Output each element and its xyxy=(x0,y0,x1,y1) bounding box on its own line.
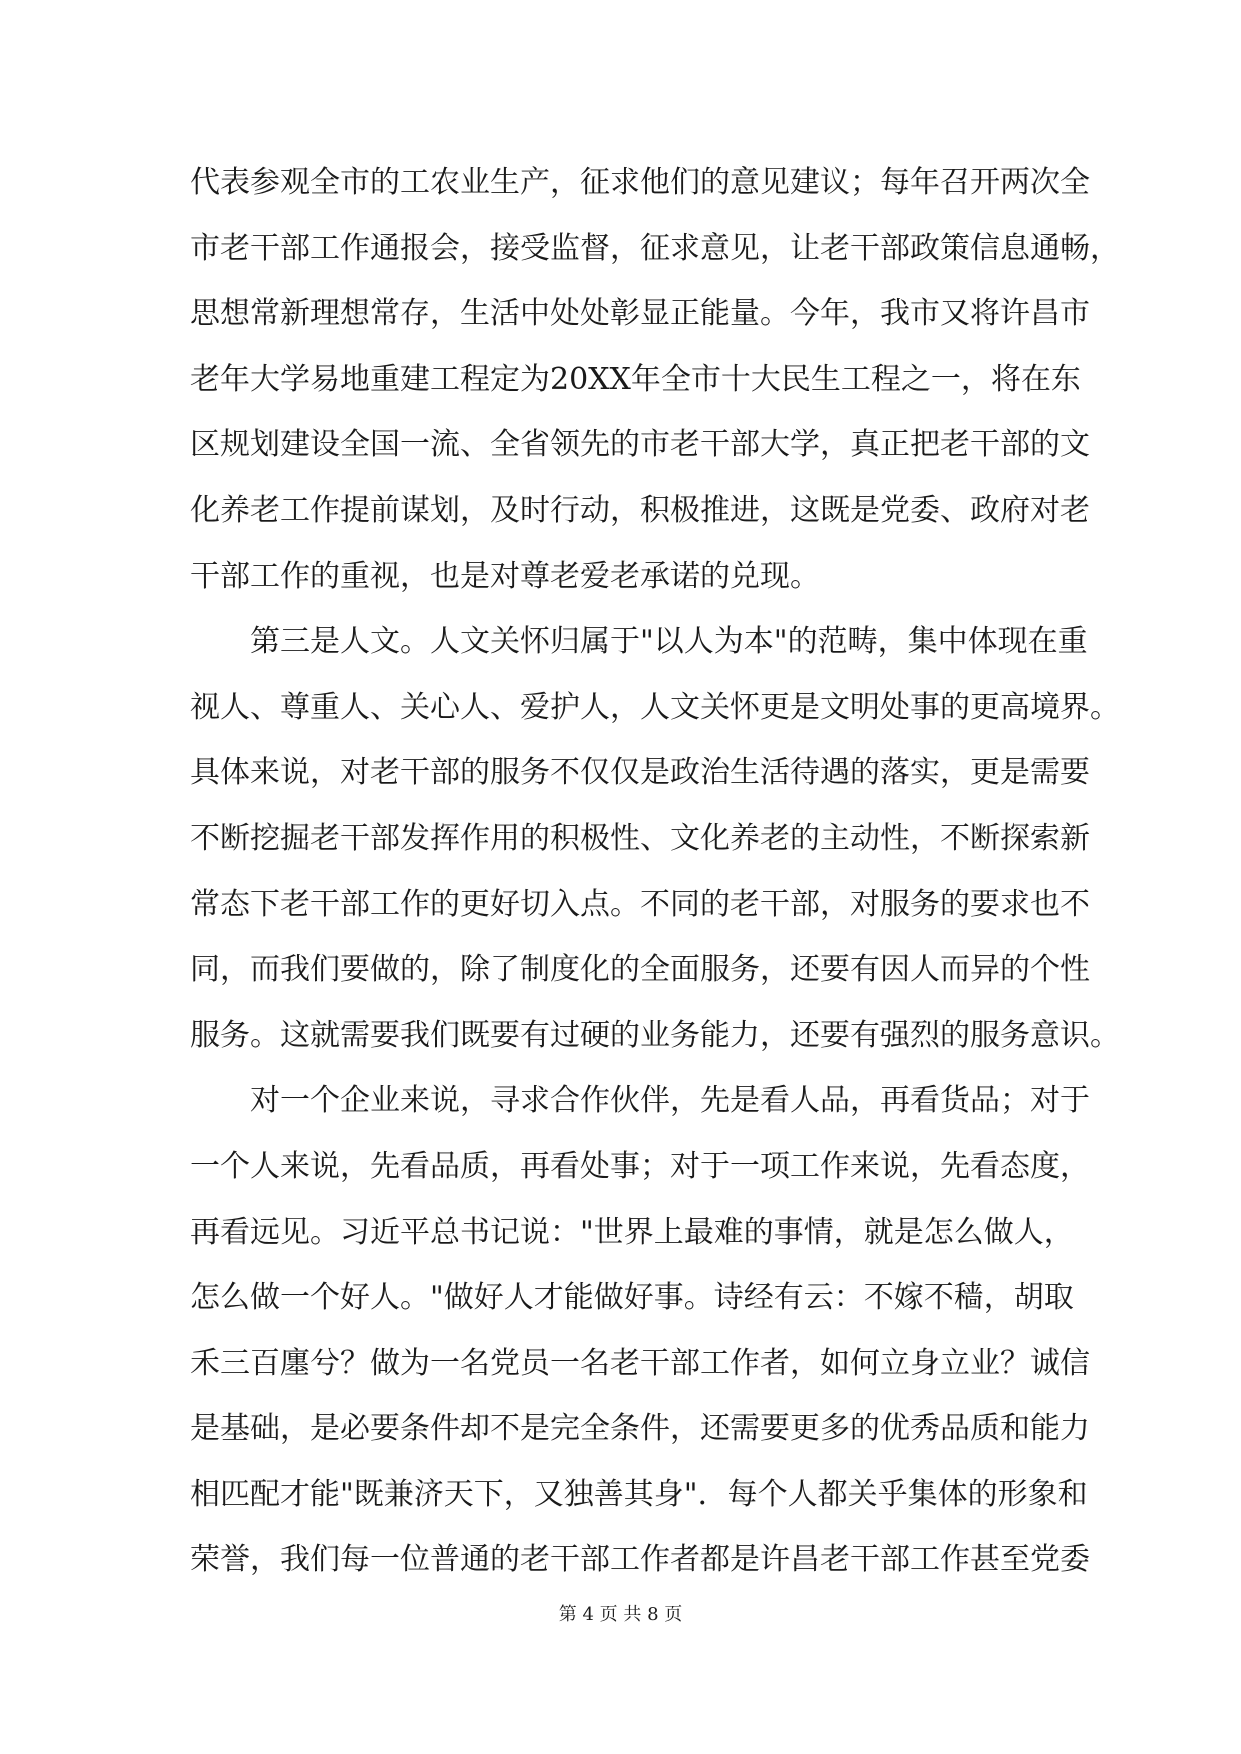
text-line: 市老干部工作通报会，接受监督，征求意见，让老干部政策信息通畅， xyxy=(190,230,1120,266)
text-line: 一个人来说，先看品质，再看处事；对于一项工作来说，先看态度， xyxy=(190,1148,1090,1184)
text-line: 常态下老干部工作的更好切入点。不同的老干部，对服务的要求也不 xyxy=(190,886,1090,922)
text-line: 再看远见。习近平总书记说："世界上最难的事情，就是怎么做人， xyxy=(190,1214,1074,1250)
text-line: 具体来说，对老干部的服务不仅仅是政治生活待遇的落实，更是需要 xyxy=(190,755,1090,791)
text-line: 服务。这就需要我们既要有过硬的业务能力，还要有强烈的服务意识。 xyxy=(190,1017,1120,1053)
text-line: 相匹配才能"既兼济天下，又独善其身"．每个人都关乎集体的形象和 xyxy=(190,1476,1088,1512)
text-line: 荣誉，我们每一位普通的老干部工作者都是许昌老干部工作甚至党委 xyxy=(190,1542,1090,1578)
page-number-footer: 第 4 页 共 8 页 xyxy=(558,1604,683,1625)
text-line: 代表参观全市的工农业生产，征求他们的意见建议；每年召开两次全 xyxy=(190,165,1090,200)
text-line: 老年大学易地重建工程定为20XX年全市十大民生工程之一，将在东 xyxy=(190,361,1081,397)
text-line: 同，而我们要做的，除了制度化的全面服务，还要有因人而异的个性 xyxy=(190,952,1090,988)
text-line: 视人、尊重人、关心人、爱护人，人文关怀更是文明处事的更高境界。 xyxy=(190,689,1120,725)
text-line: 禾三百廛兮？做为一名党员一名老干部工作者，如何立身立业？诚信 xyxy=(190,1345,1090,1381)
body-text xyxy=(190,150,1120,1593)
text-line: 不断挖掘老干部发挥作用的积极性、文化养老的主动性，不断探索新 xyxy=(190,820,1090,856)
text-line: 对一个企业来说，寻求合作伙伴，先是看人品，再看货品；对于 xyxy=(190,1083,1090,1119)
text-line: 化养老工作提前谋划，及时行动，积极推进，这既是党委、政府对老 xyxy=(190,492,1090,528)
text-line: 是基础，是必要条件却不是完全条件，还需要更多的优秀品质和能力 xyxy=(190,1411,1090,1447)
text-line: 怎么做一个好人。"做好人才能做好事。诗经有云：不嫁不穑，胡取 xyxy=(190,1280,1074,1316)
text-line: 干部工作的重视，也是对尊老爱老承诺的兑现。 xyxy=(190,558,820,594)
text-line: 思想常新理想常存，生活中处处彰显正能量。今年，我市又将许昌市 xyxy=(190,296,1090,332)
text-line: 区规划建设全国一流、全省领先的市老干部大学，真正把老干部的文 xyxy=(190,427,1090,463)
text-line: 第三是人文。人文关怀归属于"以人为本"的范畴，集中体现在重 xyxy=(190,624,1088,660)
